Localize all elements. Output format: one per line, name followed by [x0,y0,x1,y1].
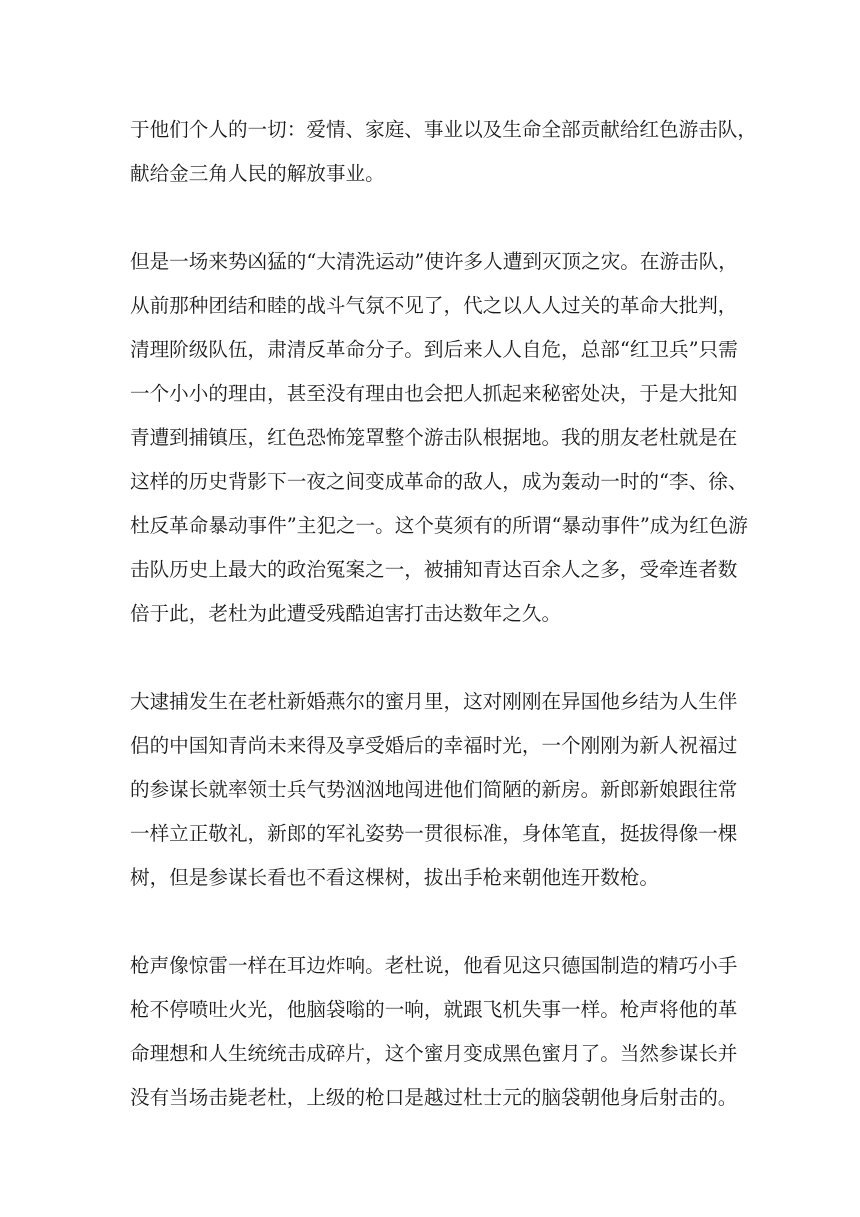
text-line: 但是一场来势凶猛的“大清洗运动”使许多人遭到灭顶之灾。在游击队， [130,250,738,273]
text-line: 命理想和人生统统击成碎片，这个蜜月变成黑色蜜月了。当然参谋长并 [130,1042,738,1065]
paragraph-2 [130,240,748,636]
text-line: 于他们个人的一切：爱情、家庭、事业以及生命全部贡献给红色游击队， [130,118,757,141]
text-line: 这样的历史背影下一夜之间变成革命的敌人，成为轰动一时的“李、徐、 [130,470,748,493]
text-line: 一个小小的理由，甚至没有理由也会把人抓起来秘密处决，于是大批知 [130,382,738,405]
text-line: 枪声像惊雷一样在耳边炸响。老杜说，他看见这只德国制造的精巧小手 [130,954,738,977]
text-line: 侣的中国知青尚未来得及享受婚后的幸福时光，一个刚刚为新人祝福过 [130,734,738,757]
document-page [130,108,757,1164]
text-line: 没有当场击毙老杜，上级的枪口是越过杜士元的脑袋朝他身后射击的。 [130,1086,738,1109]
text-line: 枪不停喷吐火光，他脑袋嗡的一响，就跟飞机失事一样。枪声将他的革 [130,998,738,1021]
text-line: 一样立正敬礼，新郎的军礼姿势一贯很标准，身体笔直，挺拔得像一棵 [130,822,738,845]
text-line: 从前那种团结和睦的战斗气氛不见了，代之以人人过关的革命大批判， [130,294,738,317]
text-line: 的参谋长就率领士兵气势汹汹地闯进他们简陋的新房。新郎新娘跟往常 [130,778,738,801]
text-line: 树，但是参谋长看也不看这棵树，拔出手枪来朝他连开数枪。 [130,866,660,889]
text-line: 倍于此，老杜为此遭受残酷迫害打击达数年之久。 [130,602,562,625]
paragraph-4 [130,944,738,1120]
paragraph-1 [130,108,757,196]
text-line: 献给金三角人民的解放事业。 [130,162,385,185]
text-line: 击队历史上最大的政治冤案之一，被捕知青达百余人之多，受牵连者数 [130,558,738,581]
text-line: 青遭到捕镇压，红色恐怖笼罩整个游击队根据地。我的朋友老杜就是在 [130,426,738,449]
text-line: 大逮捕发生在老杜新婚燕尔的蜜月里，这对刚刚在异国他乡结为人生伴 [130,690,738,713]
text-line: 杜反革命暴动事件”主犯之一。这个莫须有的所谓“暴动事件”成为红色游 [130,514,748,537]
text-line: 清理阶级队伍，肃清反革命分子。到后来人人自危，总部“红卫兵”只需 [130,338,738,361]
paragraph-3 [130,680,738,900]
